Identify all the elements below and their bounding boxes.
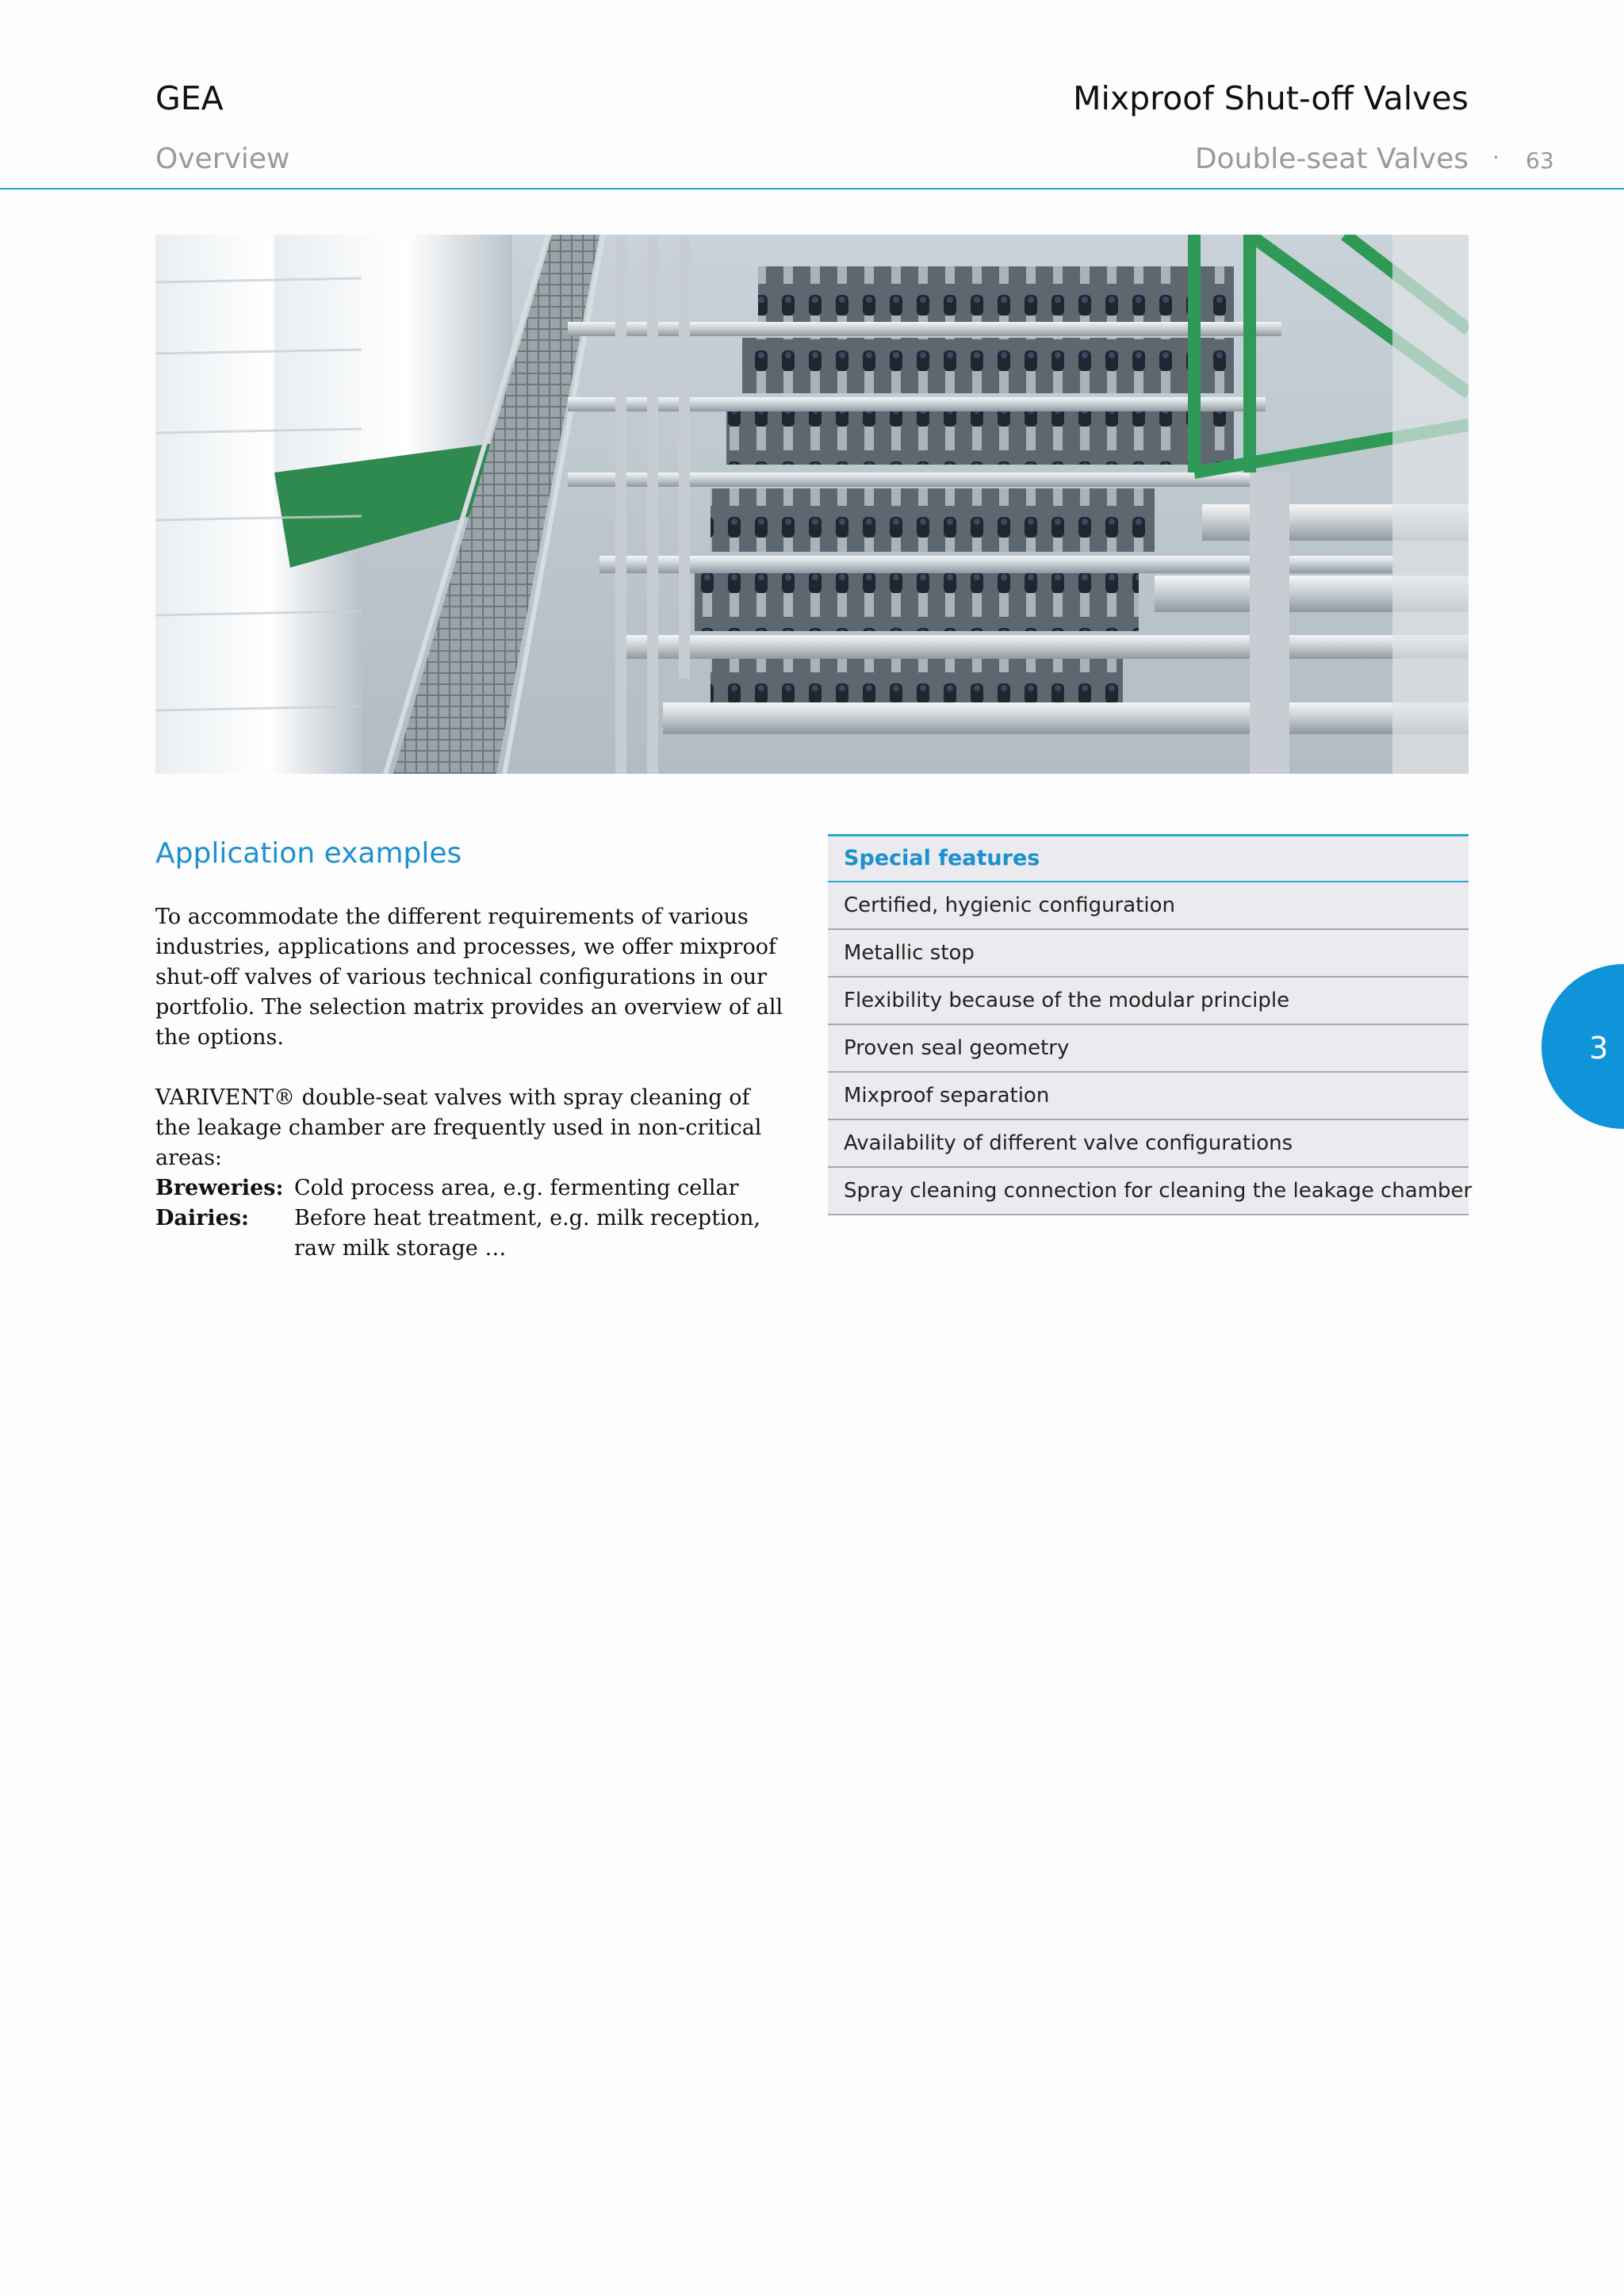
feature-row: Certified, hygienic configuration: [828, 882, 1469, 930]
special-features-table: [828, 834, 1473, 1215]
feature-row: Availability of different valve configurations: [828, 1120, 1469, 1168]
example-text: Before heat treatment, e.g. milk reception, raw milk storage …: [294, 1206, 760, 1261]
varivent-paragraph: VARIVENT® double-seat valves with spray cleaning of the leakage chamber are frequently used in non-critical areas:: [155, 1085, 762, 1170]
header-rule: [0, 188, 1624, 189]
feature-row: Metallic stop: [828, 930, 1469, 978]
chapter-tab-number: 3: [1589, 1031, 1609, 1066]
brand-name: GEA: [155, 79, 224, 117]
feature-row: Flexibility because of the modular principle: [828, 978, 1469, 1025]
example-breweries: [155, 1173, 790, 1203]
example-dairies: [155, 1203, 790, 1264]
header-separator: ·: [1492, 144, 1500, 170]
document-title: Mixproof Shut-off Valves: [1073, 79, 1469, 117]
chapter-tab-marker: [1542, 964, 1624, 1129]
valve-installation-photo: [155, 235, 1469, 774]
feature-row: Proven seal geometry: [828, 1025, 1469, 1073]
subsection-name: Double-seat Valves: [1194, 143, 1469, 175]
intro-paragraph: To accommodate the different requirements of various industries, applications and processes, we offer mixproof shut-off valves of various technical configurations in our portfolio. The selection matrix provides an overview of all the options.: [155, 905, 783, 1050]
example-label: Dairies:: [155, 1206, 249, 1230]
special-features-heading: Special features: [828, 836, 1469, 882]
example-text: Cold process area, e.g. fermenting cellar: [294, 1176, 739, 1200]
section-name: Overview: [155, 143, 290, 175]
page-number: 63: [1526, 147, 1554, 174]
example-label: Breweries:: [155, 1176, 284, 1200]
feature-row: Spray cleaning connection for cleaning the leakage chamber: [828, 1168, 1469, 1215]
application-examples-heading: Application examples: [155, 837, 462, 870]
application-body: [155, 902, 790, 1264]
feature-row: Mixproof separation: [828, 1073, 1469, 1120]
